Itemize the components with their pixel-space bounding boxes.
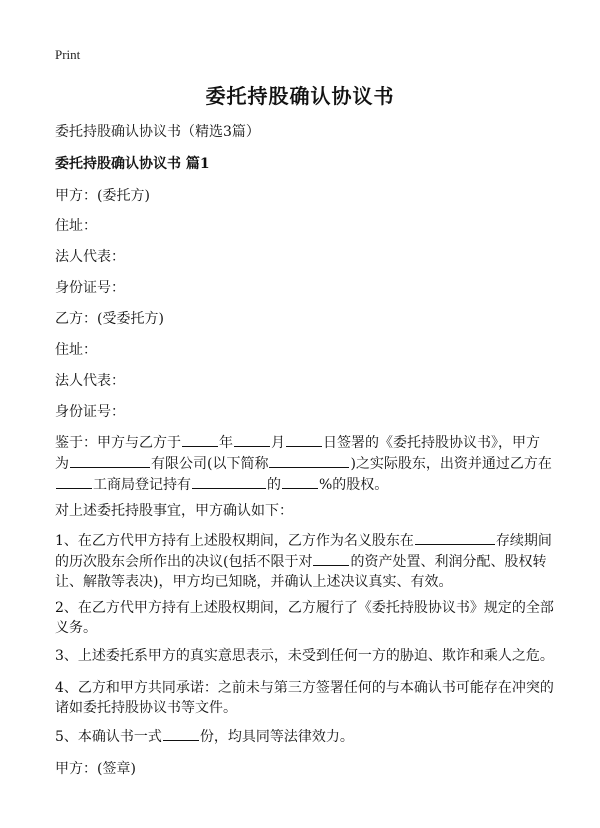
item-1-text-1: 1、在乙方代甲方持有上述股权期间，乙方作为名义股东在: [55, 533, 414, 549]
party-a-id-no: 身份证号：: [55, 280, 125, 296]
blank-asset-target: [313, 551, 349, 566]
whereas-text-4: 日签署的《委托持股协议书》，甲方: [323, 435, 540, 451]
item-5: [55, 726, 555, 747]
whereas-text-10: %的股权。: [319, 477, 389, 493]
item-3: 3、上述委托系甲方的真实意思表示，未受到任何一方的胁迫、欺诈和乘人之危。: [55, 648, 554, 664]
whereas-text-5: 为: [55, 456, 69, 472]
blank-short-name: [269, 453, 349, 468]
blank-percent: [282, 474, 318, 489]
whereas-text-3: 月: [271, 435, 285, 451]
blank-month: [234, 432, 270, 447]
party-a-label: 甲方：(委托方): [55, 188, 150, 204]
document-title: 委托持股确认协议书: [205, 84, 395, 108]
whereas-text-9: 的: [267, 477, 281, 493]
item-1-text-3: 的资产处置、利润分配、股权转让、解散等表决)，甲方均已知晓，并确认上述决议真实、有效。: [55, 554, 547, 590]
item-5-text-1: 5、本确认书一式: [55, 729, 162, 745]
document-subtitle: 委托持股确认协议书（精选3篇）: [55, 124, 260, 140]
blank-registry: [56, 474, 92, 489]
party-a-legal-rep: 法人代表：: [55, 249, 125, 265]
whereas-paragraph: [55, 432, 555, 495]
item-4: 4、乙方和甲方共同承诺：之前未与第三方签署任何的与本确认书可能存在冲突的诸如委托持股协议书等文件。: [55, 680, 554, 716]
blank-day: [286, 432, 322, 447]
item-1: [55, 530, 555, 592]
confirm-intro: 对上述委托持股事宜，甲方确认如下：: [55, 503, 293, 519]
blank-year: [182, 432, 218, 447]
whereas-text-7: )之实际股东，出资并通过乙方在: [350, 456, 552, 472]
blank-copies: [163, 726, 199, 741]
item-2: 2、在乙方代甲方持有上述股权期间，乙方履行了《委托持股协议书》规定的全部义务。: [55, 600, 554, 636]
party-b-legal-rep: 法人代表：: [55, 373, 125, 389]
blank-company-name: [70, 453, 150, 468]
whereas-text-1: 鉴于：甲方与乙方于: [55, 435, 181, 451]
whereas-text-6: 有限公司(以下简称: [151, 456, 269, 472]
blank-held-company: [192, 474, 266, 489]
whereas-text-8: 工商局登记持有: [93, 477, 191, 493]
party-b-address: 住址：: [55, 342, 97, 358]
print-label[interactable]: Print: [55, 47, 81, 62]
signature-line: 甲方：(签章): [55, 761, 136, 777]
party-a-address: 住址：: [55, 218, 97, 234]
item-5-text-2: 份，均具同等法律效力。: [199, 729, 354, 745]
blank-company-period: [415, 530, 495, 545]
whereas-text-2: 年: [219, 435, 233, 451]
party-b-label: 乙方：(受委托方): [55, 311, 164, 327]
section-title: 委托持股确认协议书 篇1: [55, 156, 210, 172]
item-1-text-2: 存续期间的历次股东会所作出的决议(包括不限于对: [55, 533, 552, 570]
party-b-id-no: 身份证号：: [55, 404, 125, 420]
